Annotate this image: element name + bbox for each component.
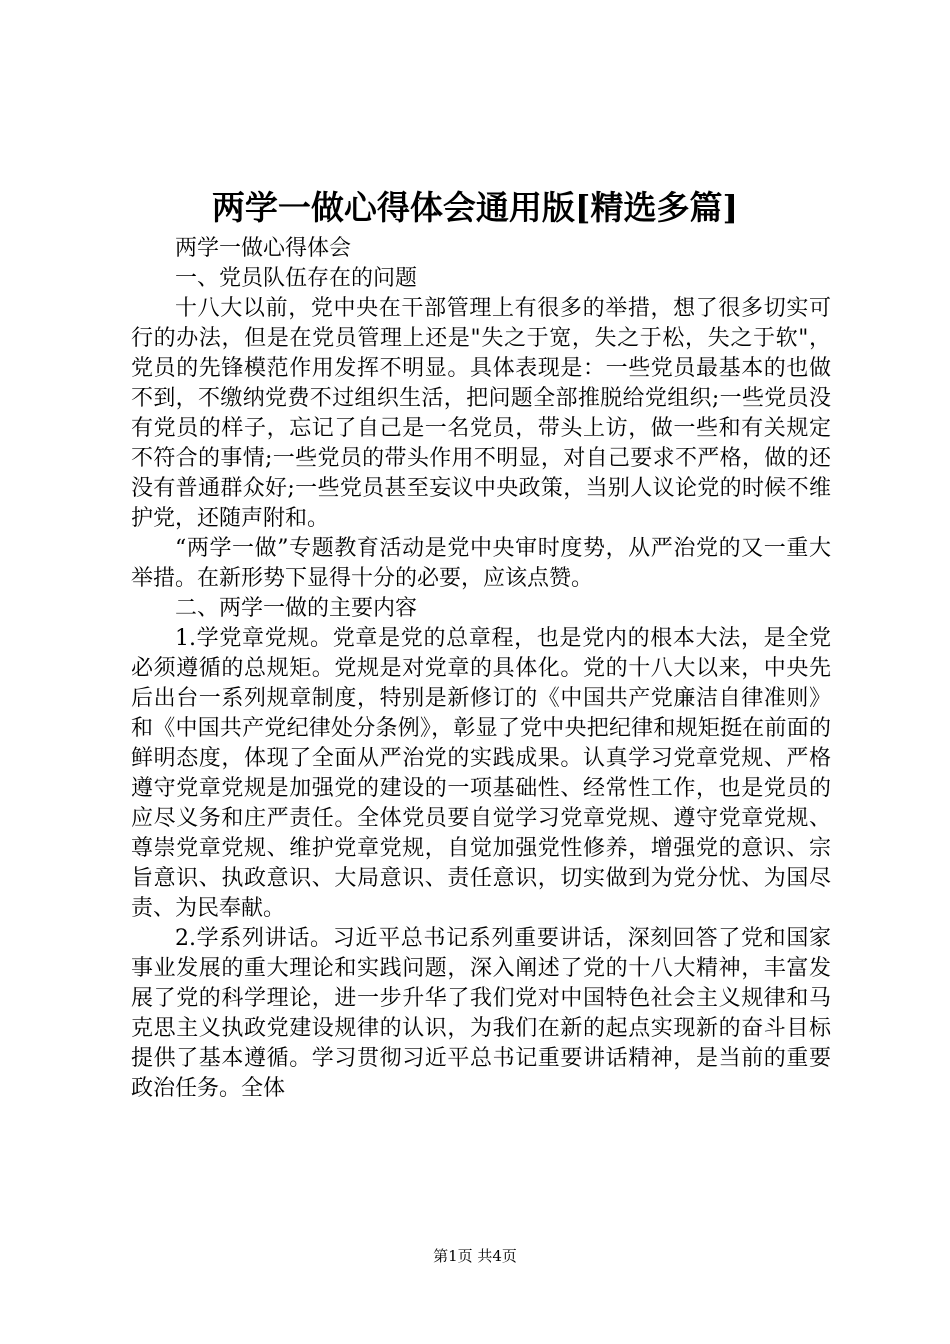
page-title: 两学一做心得体会通用版[精选多篇] (211, 188, 739, 227)
section-heading-2: 二、两学一做的主要内容 (175, 596, 418, 621)
page-footer: 第1页 共4页 (433, 1247, 517, 1265)
document-body (131, 234, 831, 1104)
section-heading-1: 一、党员队伍存在的问题 (175, 266, 418, 291)
subtitle: 两学一做心得体会 (175, 236, 352, 261)
paragraph: 1.学党章党规。党章是党的总章程，也是党内的根本大法，是全党必须遵循的总规矩。党规是对党章的具体化。党的十八大以来，中央先后出台一系列规章制度，特别是新修订的《中国共产党廉洁自律准则》和《中国共产党纪律处分条例》，彰显了党中央把纪律和规矩挺在前面的鲜明态度，体现了全面从严治党的实践成果。认真学习党章党规、严格遵守党章党规是加强党的建设的一项基础性、经常性工作，也是党员的应尽义务和庄严责任。全体党员要自觉学习党章党规、遵守党章党规、尊崇党章党规、维护党章党规，自觉加强党性修养，增强党的意识、宗旨意识、执政意识、大局意识、责任意识，切实做到为党分忧、为国尽责、为民奉献。 (131, 626, 831, 921)
paragraph: “两学一做”专题教育活动是党中央审时度势，从严治党的又一重大举措。在新形势下显得十分的必要，应该点赞。 (131, 536, 831, 591)
paragraph: 2.学系列讲话。习近平总书记系列重要讲话，深刻回答了党和国家事业发展的重大理论和实践问题，深入阐述了党的十八大精神，丰富发展了党的科学理论，进一步升华了我们党对中国特色社会主义规律和马克思主义执政党建设规律的认识，为我们在新的起点实现新的奋斗目标提供了基本遵循。学习贯彻习近平总书记重要讲话精神，是当前的重要政治任务。全体 (131, 926, 831, 1101)
paragraph: 十八大以前，党中央在干部管理上有很多的举措，想了很多切实可行的办法，但是在党员管理上还是"失之于宽，失之于松，失之于软"，党员的先锋模范作用发挥不明显。具体表现是：一些党员最基本的也做不到，不缴纳党费不过组织生活，把问题全部推脱给党组织;一些党员没有党员的样子，忘记了自己是一名党员，带头上访，做一些和有关规定不符合的事情;一些党员的带头作用不明显，对自己要求不严格，做的还没有普通群众好;一些党员甚至妄议中央政策，当别人议论党的时候不维护党，还随声附和。 (131, 296, 831, 531)
